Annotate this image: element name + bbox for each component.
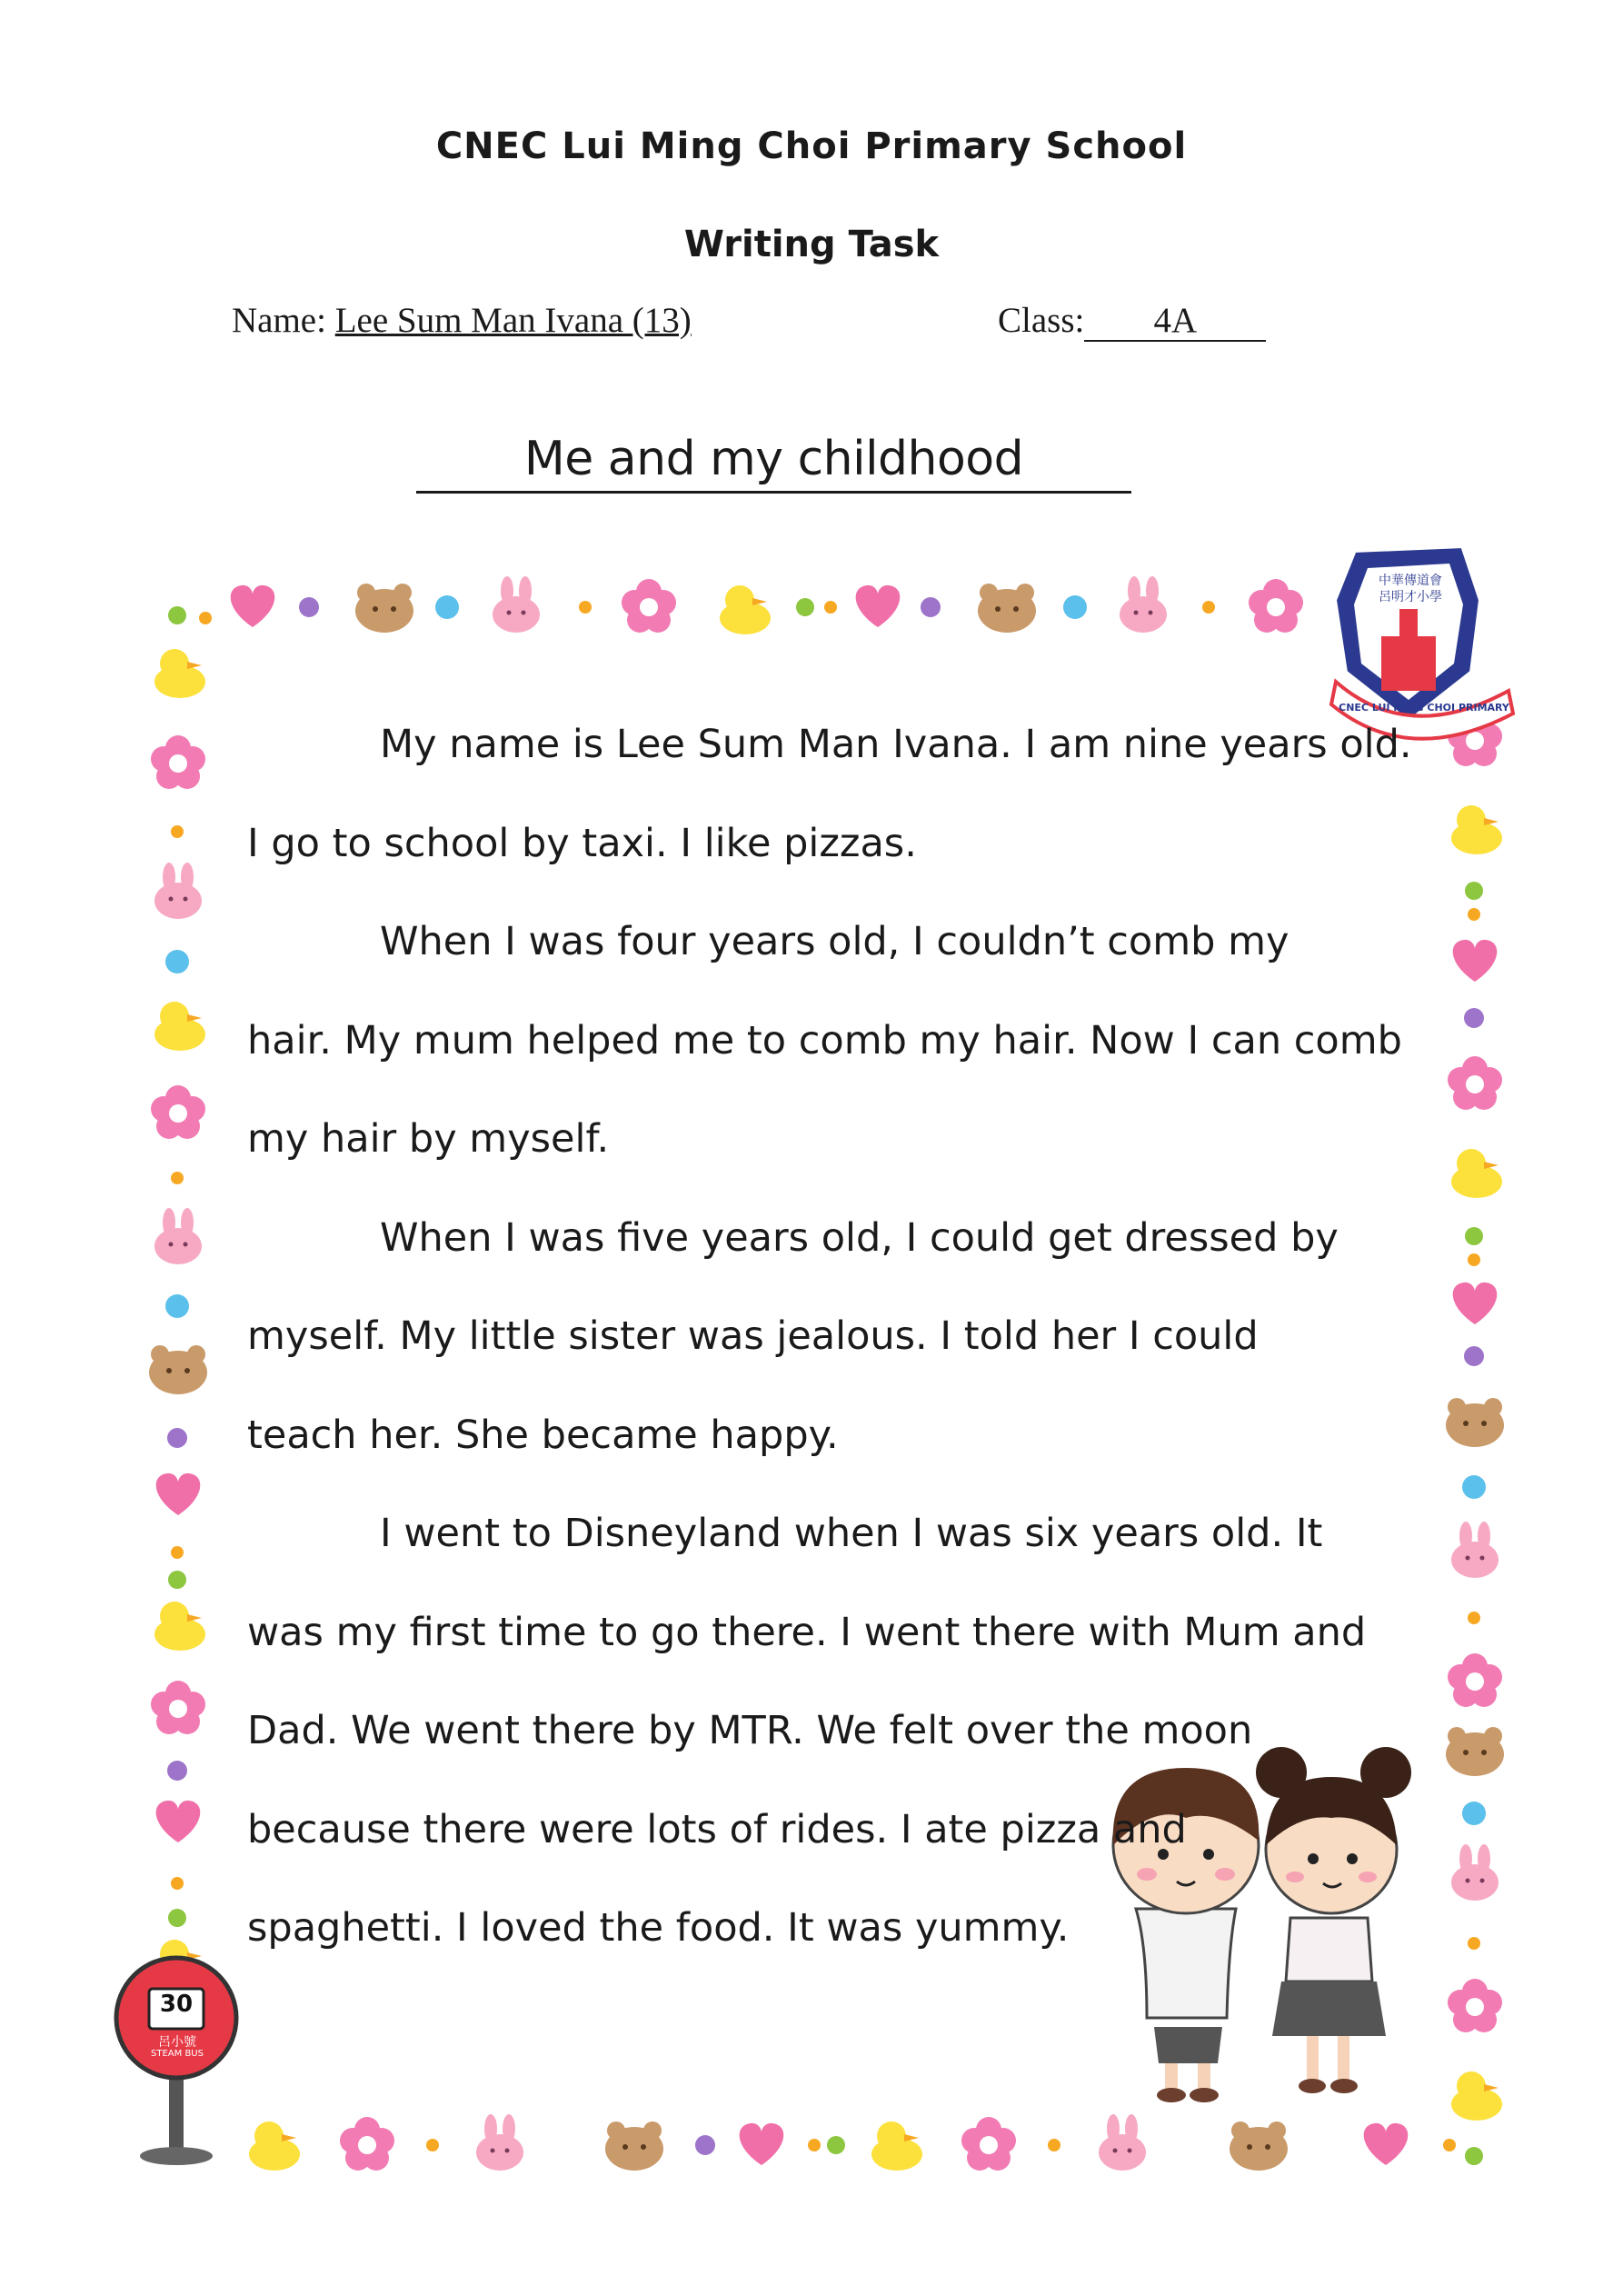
badge-chinese-text: 中華傳道會呂明才小學 bbox=[1379, 574, 1442, 604]
bus-sign-sub: STEAM BUS bbox=[151, 2049, 204, 2059]
essay-body bbox=[247, 695, 1429, 1978]
bus-sign-label: 呂小號 bbox=[158, 2035, 196, 2050]
essay-line: teach her. She became happy. bbox=[247, 1412, 839, 1458]
essay-line: hair. My mum helped me to comb my hair. Now I can comb bbox=[247, 1017, 1402, 1063]
badge-english-text: CNEC LUI MING CHOI PRIMARY bbox=[1339, 702, 1509, 714]
essay-line: myself. My little sister was jealous. I told her I could bbox=[247, 1313, 1259, 1359]
essay-line: When I was four years old, I couldn’t comb my bbox=[380, 919, 1289, 964]
essay-line: My name is Lee Sum Man Ivana. I am nine years old. bbox=[380, 722, 1412, 767]
essay-line: my hair by myself. bbox=[247, 1116, 610, 1162]
class-value: 4A bbox=[1084, 304, 1266, 342]
class-label: Class: bbox=[998, 301, 1085, 340]
school-name: CNEC Lui Ming Choi Primary School bbox=[435, 125, 1188, 167]
task-heading: Writing Task bbox=[683, 224, 940, 265]
name-label: Name: bbox=[232, 301, 326, 340]
bus-route-number: 30 bbox=[159, 1991, 194, 2018]
name-value: Lee Sum Man Ivana (13) bbox=[334, 301, 692, 340]
essay-line: was my first time to go there. I went there with Mum and bbox=[247, 1609, 1367, 1655]
essay-line: I went to Disneyland when I was six years old. It bbox=[380, 1511, 1323, 1556]
essay-line: I go to school by taxi. I like pizzas. bbox=[247, 820, 917, 866]
essay-line: Dad. We went there by MTR. We felt over the moon bbox=[247, 1708, 1253, 1753]
essay-line: When I was five years old, I could get dressed by bbox=[380, 1214, 1339, 1261]
essay-title: Me and my childhood bbox=[523, 432, 1024, 486]
essay-line: because there were lots of rides. I ate pizza and bbox=[247, 1806, 1187, 1852]
essay-line: spaghetti. I loved the food. It was yummy. bbox=[247, 1905, 1070, 1951]
